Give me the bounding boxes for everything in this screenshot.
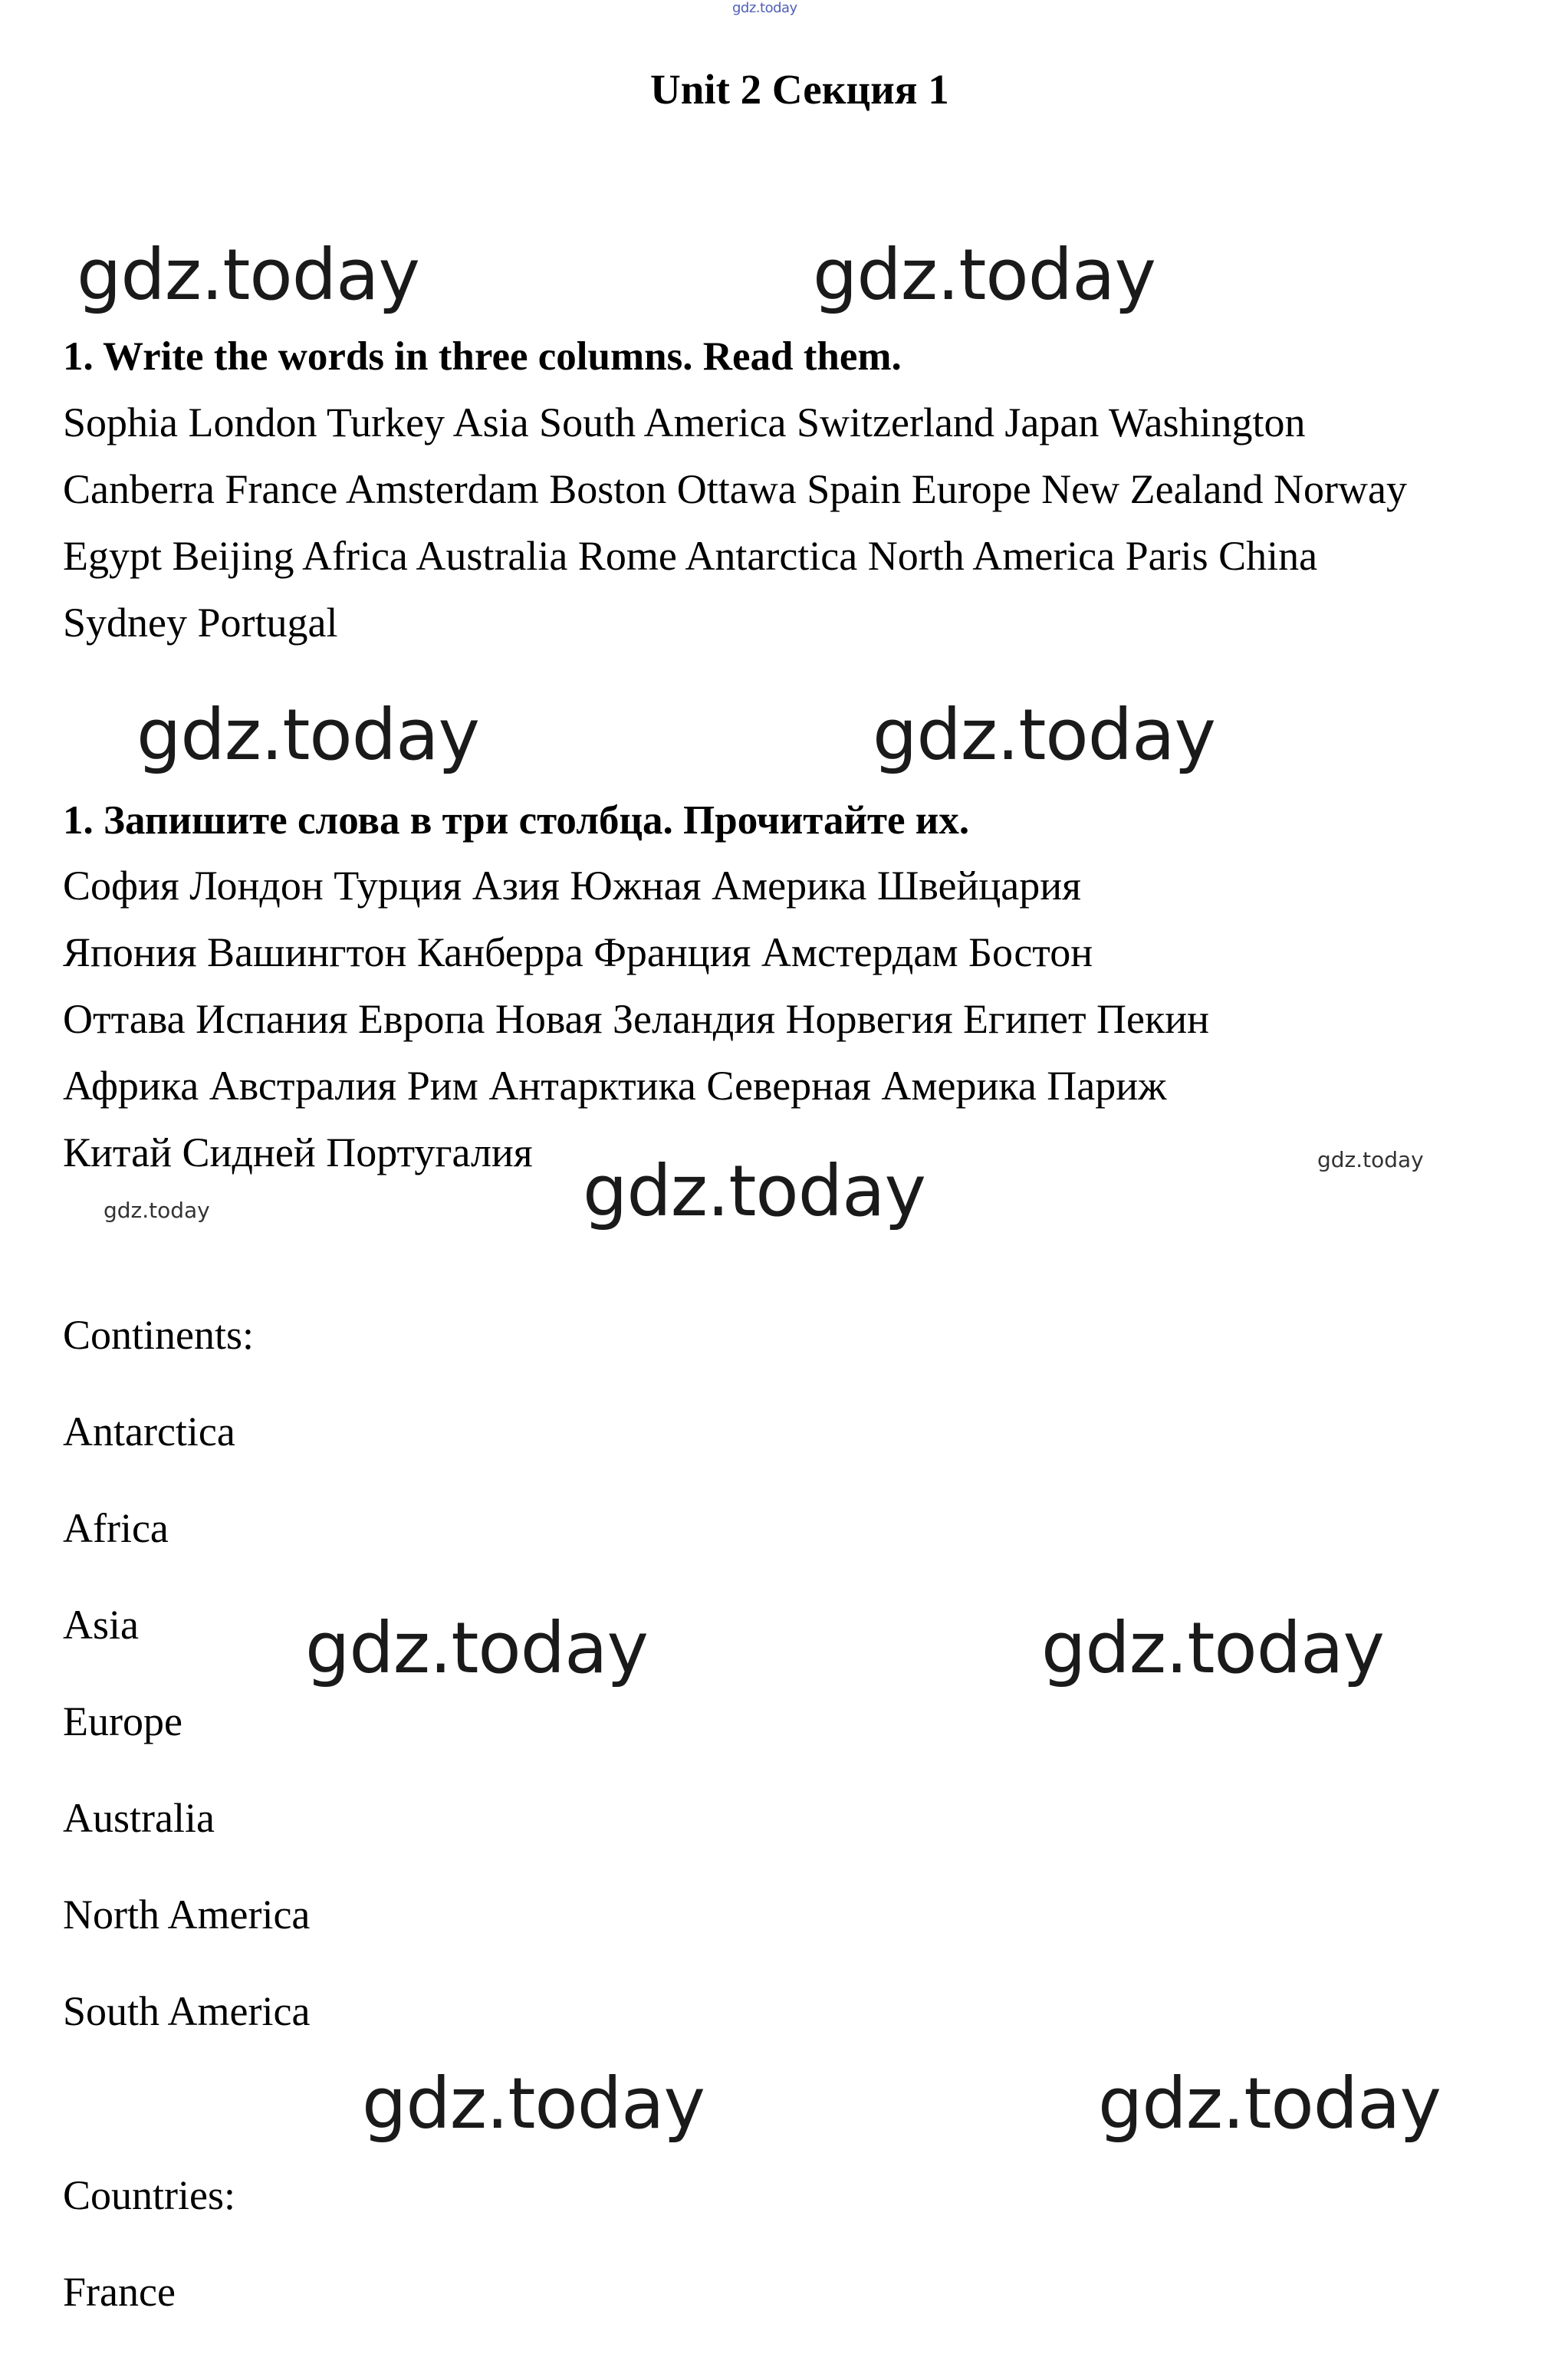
task-line-en: Canberra France Amsterdam Boston Ottawa Spain Europe New Zealand Norway <box>63 466 1407 512</box>
task-line-ru: Китай Сидней Португалия <box>63 1129 533 1175</box>
watermark: gdz.today <box>305 1607 648 1689</box>
page-title: Unit 2 Секция 1 <box>650 66 949 113</box>
continent-item: Europe <box>63 1698 182 1744</box>
task-line-en: Egypt Beijing Africa Australia Rome Antarctica North America Paris China <box>63 533 1318 579</box>
watermark: gdz.today <box>873 694 1215 776</box>
watermark-small: gdz.today <box>104 1198 210 1223</box>
task-heading-en: 1. Write the words in three columns. Read them. <box>63 334 902 379</box>
watermark: gdz.today <box>136 694 479 776</box>
country-item: France <box>63 2269 176 2315</box>
continent-item: North America <box>63 1892 311 1938</box>
countries-label: Countries: <box>63 2172 235 2218</box>
watermark: gdz.today <box>1098 2063 1441 2145</box>
watermark: gdz.today <box>1041 1607 1384 1689</box>
watermark: gdz.today <box>813 234 1155 316</box>
continents-label: Continents: <box>63 1312 255 1358</box>
task-line-ru: София Лондон Турция Азия Южная Америка Швейцария <box>63 863 1082 909</box>
task-heading-ru: 1. Запишите слова в три столбца. Прочитайте их. <box>63 798 970 843</box>
continent-item: Australia <box>63 1795 215 1841</box>
task-line-ru: Оттава Испания Европа Новая Зеландия Норвегия Египет Пекин <box>63 996 1210 1042</box>
watermark: gdz.today <box>583 1150 925 1232</box>
top-watermark: gdz.today <box>732 0 797 16</box>
continent-item: Africa <box>63 1505 169 1551</box>
task-line-en: Sydney Portugal <box>63 600 338 646</box>
continent-item: Asia <box>63 1602 139 1648</box>
watermark: gdz.today <box>362 2063 705 2145</box>
watermark: gdz.today <box>77 234 419 316</box>
continent-item: South America <box>63 1988 311 2034</box>
watermark-small: gdz.today <box>1317 1147 1424 1172</box>
continent-item: Antarctica <box>63 1409 235 1455</box>
task-line-en: Sophia London Turkey Asia South America Switzerland Japan Washington <box>63 399 1306 445</box>
task-line-ru: Африка Австралия Рим Антарктика Северная Америка Париж <box>63 1063 1167 1109</box>
task-line-ru: Япония Вашингтон Канберра Франция Амстердам Бостон <box>63 929 1093 975</box>
